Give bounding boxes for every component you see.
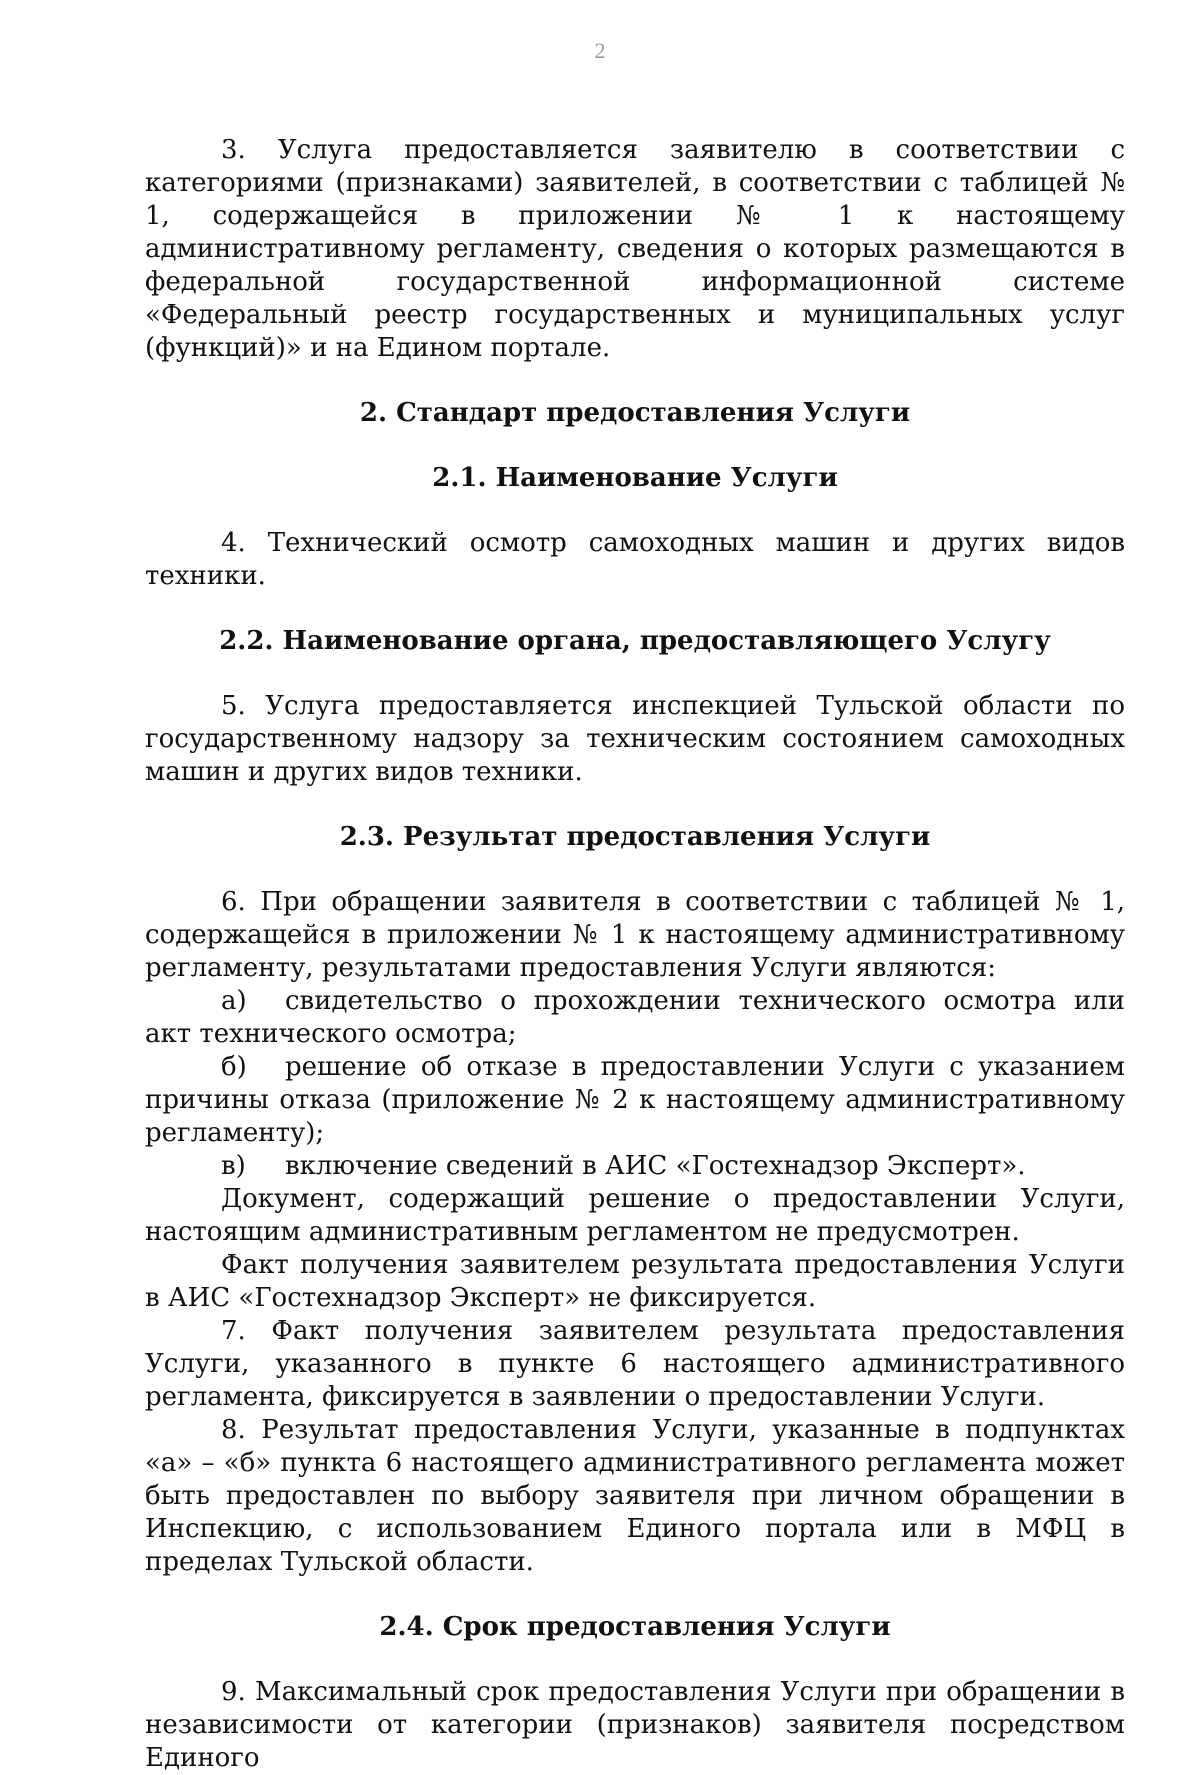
- document-body: [145, 134, 1125, 1775]
- list-marker: а): [221, 986, 247, 1016]
- paragraph-6: 6. При обращении заявителя в соответствии с таблицей № 1, содержащейся в приложении № 1 к настоящему административному регламенту, результатами предоставления Услуги являются:: [145, 887, 1125, 983]
- paragraph-8: 8. Результат предоставления Услуги, указанные в подпунктах «а» – «б» пункта 6 настоящего административного регламента может быть предоставлен по выбору заявителя при личном обращении в Инспекцию, с использованием Единого портала или в МФЦ в пределах Тульской области.: [145, 1415, 1125, 1577]
- section-heading-2-3: 2.3. Результат предоставления Услуги: [339, 822, 931, 852]
- list-marker: в): [221, 1151, 246, 1181]
- section-heading-2-1: 2.1. Наименование Услуги: [432, 463, 838, 493]
- section-heading-2: 2. Стандарт предоставления Услуги: [359, 398, 911, 428]
- section-heading-2-2: 2.2. Наименование органа, предоставляющего Услугу: [219, 626, 1051, 656]
- paragraph-4: 4. Технический осмотр самоходных машин и других видов техники.: [145, 528, 1125, 591]
- section-heading-2-4: 2.4. Срок предоставления Услуги: [379, 1612, 891, 1642]
- paragraph-5: 5. Услуга предоставляется инспекцией Тульской области по государственному надзору за техническим состоянием самоходных машин и других видов техники.: [145, 691, 1125, 787]
- paragraph-6c: Факт получения заявителем результата предоставления Услуги в АИС «Гостехнадзор Эксперт» не фиксируется.: [145, 1250, 1125, 1313]
- paragraph-6b: Документ, содержащий решение о предоставлении Услуги, настоящим административным регламентом не предусмотрен.: [145, 1184, 1125, 1247]
- list-item-text: включение сведений в АИС «Гостехнадзор Эксперт».: [285, 1151, 1026, 1181]
- paragraph-9: 9. Максимальный срок предоставления Услуги при обращении в независимости от категории (признаков) заявителя посредством Единого: [145, 1677, 1125, 1773]
- list-item-v: [145, 1150, 1125, 1183]
- paragraph-3: 3. Услуга предоставляется заявителю в соответствии с категориями (признаками) заявителей, в соответствии с таблицей № 1, содержащейся в приложении № 1 к настоящему административному регламенту, сведения о которых размещаются в федеральной государственной информационной системе «Федеральный реестр государственных и муниципальных услуг (функций)» и на Едином портале.: [145, 135, 1125, 363]
- list-marker: б): [221, 1052, 247, 1082]
- list-item-text: свидетельство о прохождении технического осмотра или акт технического осмотра;: [145, 986, 1125, 1049]
- list-item-a: [145, 985, 1125, 1051]
- list-item-text: решение об отказе в предоставлении Услуги с указанием причины отказа (приложение № 2 к настоящему административному регламенту);: [145, 1052, 1125, 1148]
- paragraph-7: 7. Факт получения заявителем результата предоставления Услуги, указанного в пункте 6 настоящего административного регламента, фиксируется в заявлении о предоставлении Услуги.: [145, 1316, 1125, 1412]
- list-item-b: [145, 1051, 1125, 1150]
- page-number: 2: [594, 38, 606, 63]
